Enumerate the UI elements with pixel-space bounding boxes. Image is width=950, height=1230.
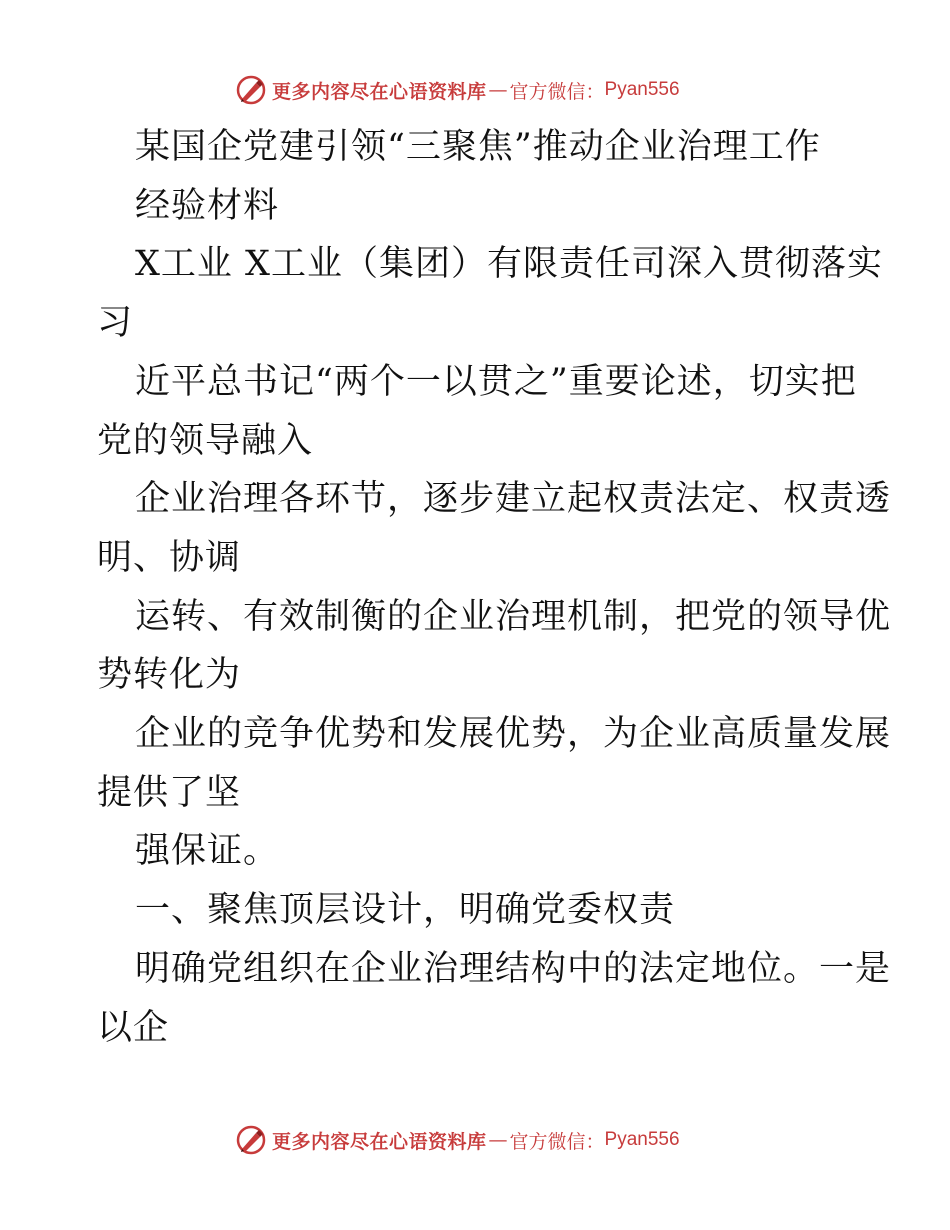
banner-brand-text: 更多内容尽在心语资料库 [272, 1130, 487, 1153]
document-text-line: 明、协调 [97, 537, 242, 578]
banner-dash: — [488, 1129, 508, 1151]
document-text-line: 企业的竞争优势和发展优势，为企业高质量发展 [135, 714, 892, 755]
document-title-line: 某国企党建引领“三聚焦”推动企业治理工作 [135, 127, 821, 167]
banner-wechat-id: Pyan556 [604, 79, 680, 100]
document-text-line: 企业治理各环节，逐步建立起权责法定、权责透 [135, 479, 892, 520]
header-banner [236, 73, 680, 107]
banner-dash: — [488, 79, 508, 101]
banner-wechat-id: Pyan556 [604, 1129, 680, 1150]
pen-logo-icon [236, 1125, 266, 1155]
section-heading: 一、聚焦顶层设计，明确党委权责 [135, 890, 676, 931]
document-title-line: 经验材料 [135, 185, 280, 226]
footer-banner [236, 1123, 680, 1157]
document-text-line: 以企 [97, 1007, 170, 1048]
pen-logo-icon [236, 75, 266, 105]
document-text-line: 强保证。 [135, 831, 280, 872]
banner-wechat-label: 官方微信： [509, 1130, 605, 1153]
document-text-line: 习 [97, 303, 134, 344]
document-text-line: 党的领导融入 [97, 420, 314, 461]
document-text-line: X工业 X工业（集团）有限责任司深入贯彻落实 [135, 244, 883, 285]
document-text-line: 运转、有效制衡的企业治理机制，把党的领导优 [135, 596, 892, 637]
document-text-line: 近平总书记“两个一以贯之”重要论述，切实把 [135, 361, 857, 402]
banner-brand-text: 更多内容尽在心语资料库 [272, 80, 487, 103]
document-body [97, 118, 892, 1057]
document-text-line: 提供了坚 [97, 772, 242, 813]
document-text-line: 明确党组织在企业治理结构中的法定地位。一是 [135, 948, 892, 989]
banner-wechat-label: 官方微信： [509, 80, 605, 103]
document-text-line: 势转化为 [97, 655, 242, 696]
